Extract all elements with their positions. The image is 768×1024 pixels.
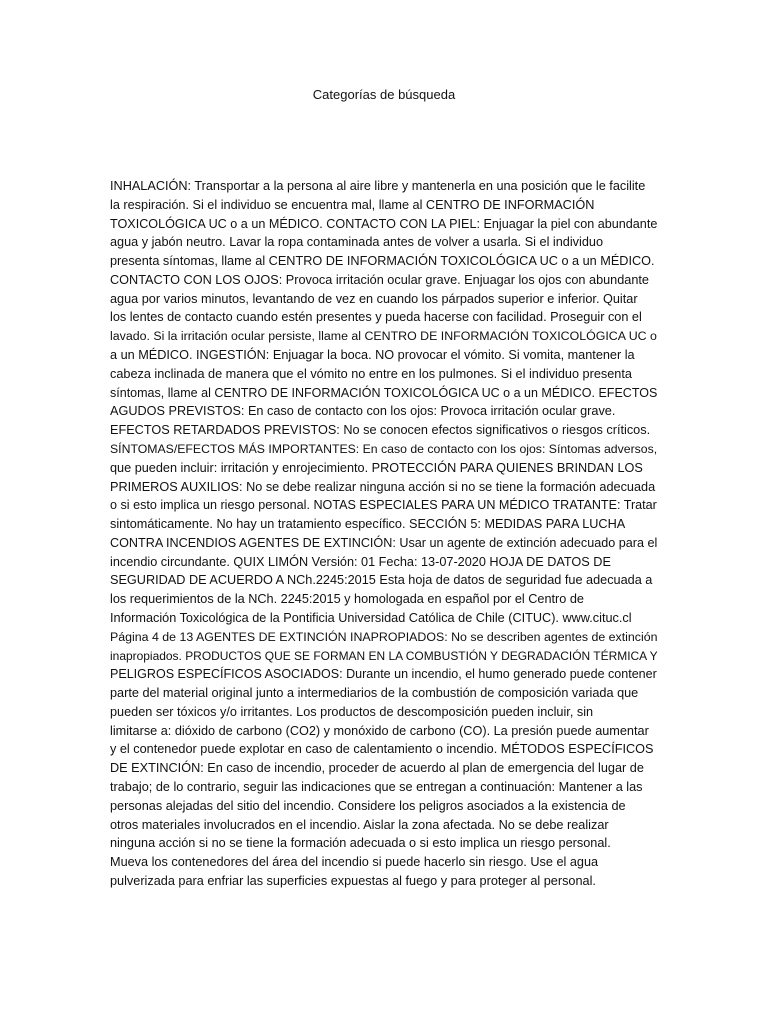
body-line: trabajo; de lo contrario, seguir las indicaciones que se entregan a continuación: Mantener a las [110,780,643,794]
body-line: la respiración. Si el individuo se encuentra mal, llame al CENTRO DE INFORMACIÓN [110,197,595,212]
body-line: PELIGROS ESPECÍFICOS ASOCIADOS: Durante un incendio, el humo generado puede contener [110,667,657,682]
body-line: incendio circundante. QUIX LIMÓN Versión: 01 Fecha: 13-07-2020 HOJA DE DATOS DE [110,554,611,569]
body-line: DE EXTINCIÓN: En caso de incendio, proceder de acuerdo al plan de emergencia del lugar de [110,761,644,776]
body-line: presenta síntomas, llame al CENTRO DE INFORMACIÓN TOXICOLÓGICA UC o a un MÉDICO. [110,254,655,269]
body-line: SEGURIDAD DE ACUERDO A NCh.2245:2015 Esta hoja de datos de seguridad fue adecuada a [110,573,653,588]
body-line: y el contenedor puede explotar en caso de calentamiento o incendio. MÉTODOS ESPECÍFICOS [110,742,654,757]
body-line: Mueva los contenedores del área del incendio si puede hacerlo sin riesgo. Use el agua [110,855,599,870]
body-line: síntomas, llame al CENTRO DE INFORMACIÓN TOXICOLÓGICA UC o a un MÉDICO. EFECTOS [110,385,658,400]
body-line: INHALACIÓN: Transportar a la persona al aire libre y mantenerla en una posición que le facilite [110,179,646,193]
body-line: inapropiados. PRODUCTOS QUE SE FORMAN EN LA COMBUSTIÓN Y DEGRADACIÓN TÉRMICA Y [110,648,658,663]
page-title: Categorías de búsqueda [312,87,456,102]
body-line: agua por varios minutos, levantando de vez en cuando los párpados superior e inferior. Quitar [110,291,638,306]
body-line: CONTACTO CON LOS OJOS: Provoca irritación ocular grave. Enjuagar los ojos con abundante [110,272,649,287]
body-line: ninguna acción si no se tiene la formación adecuada o si esto implica un riesgo personal. [110,836,611,851]
body-line: personas alejadas del sitio del incendio. Considere los peligros asociados a la existencia de [110,798,626,813]
document-body [110,177,660,891]
body-line: SÍNTOMAS/EFECTOS MÁS IMPORTANTES: En caso de contacto con los ojos: Síntomas adversos, [110,441,658,456]
body-line: limitarse a: dióxido de carbono (CO2) y monóxido de carbono (CO). La presión puede aumentar [110,723,649,738]
body-line: AGUDOS PREVISTOS: En caso de contacto con los ojos: Provoca irritación ocular grave. [110,404,616,419]
body-line: los requerimientos de la NCh. 2245:2015 y homologada en español por el Centro de [110,592,584,607]
body-line: pulverizada para enfriar las superficies expuestas al fuego y para proteger al personal. [110,873,596,888]
body-line: o si esto implica un riesgo personal. NOTAS ESPECIALES PARA UN MÉDICO TRATANTE: Tratar [110,498,657,513]
body-line: CONTRA INCENDIOS AGENTES DE EXTINCIÓN: Usar un agente de extinción adecuado para el [110,535,658,550]
body-line: Página 4 de 13 AGENTES DE EXTINCIÓN INAPROPIADOS: No se describen agentes de extinción [110,629,658,644]
body-line: a un MÉDICO. INGESTIÓN: Enjuagar la boca. NO provocar el vómito. Si vomita, mantener la [110,348,635,363]
body-line: Información Toxicológica de la Pontificia Universidad Católica de Chile (CITUC). www.cituc.cl [110,610,632,625]
body-line: EFECTOS RETARDADOS PREVISTOS: No se conocen efectos significativos o riesgos críticos. [110,423,651,438]
body-line: TOXICOLÓGICA UC o a un MÉDICO. CONTACTO CON LA PIEL: Enjuagar la piel con abundante [110,216,658,231]
body-line: otros materiales involucrados en el incendio. Aislar la zona afectada. No se debe realizar [110,817,609,832]
body-line: agua y jabón neutro. Lavar la ropa contaminada antes de volver a usarla. Si el individuo [110,235,604,250]
body-line: que pueden incluir: irritación y enrojecimiento. PROTECCIÓN PARA QUIENES BRINDAN LOS [110,460,643,475]
body-line: pueden ser tóxicos y/o irritantes. Los productos de descomposición pueden incluir, sin [110,704,594,719]
body-line: sintomáticamente. No hay un tratamiento específico. SECCIÓN 5: MEDIDAS PARA LUCHA [110,517,626,532]
body-line: parte del material original junto a intermediarios de la combustión de composición variada que [110,686,639,701]
body-line: lavado. Si la irritación ocular persiste, llame al CENTRO DE INFORMACIÓN TOXICOLÓGICA UC o [110,329,657,344]
body-line: PRIMEROS AUXILIOS: No se debe realizar ninguna acción si no se tiene la formación adecuada [110,479,656,494]
body-line: cabeza inclinada de manera que el vómito no entre en los pulmones. Si el individuo presenta [110,366,632,381]
body-line: los lentes de contacto cuando estén presentes y pueda hacerse con facilidad. Proseguir con el [110,310,642,325]
